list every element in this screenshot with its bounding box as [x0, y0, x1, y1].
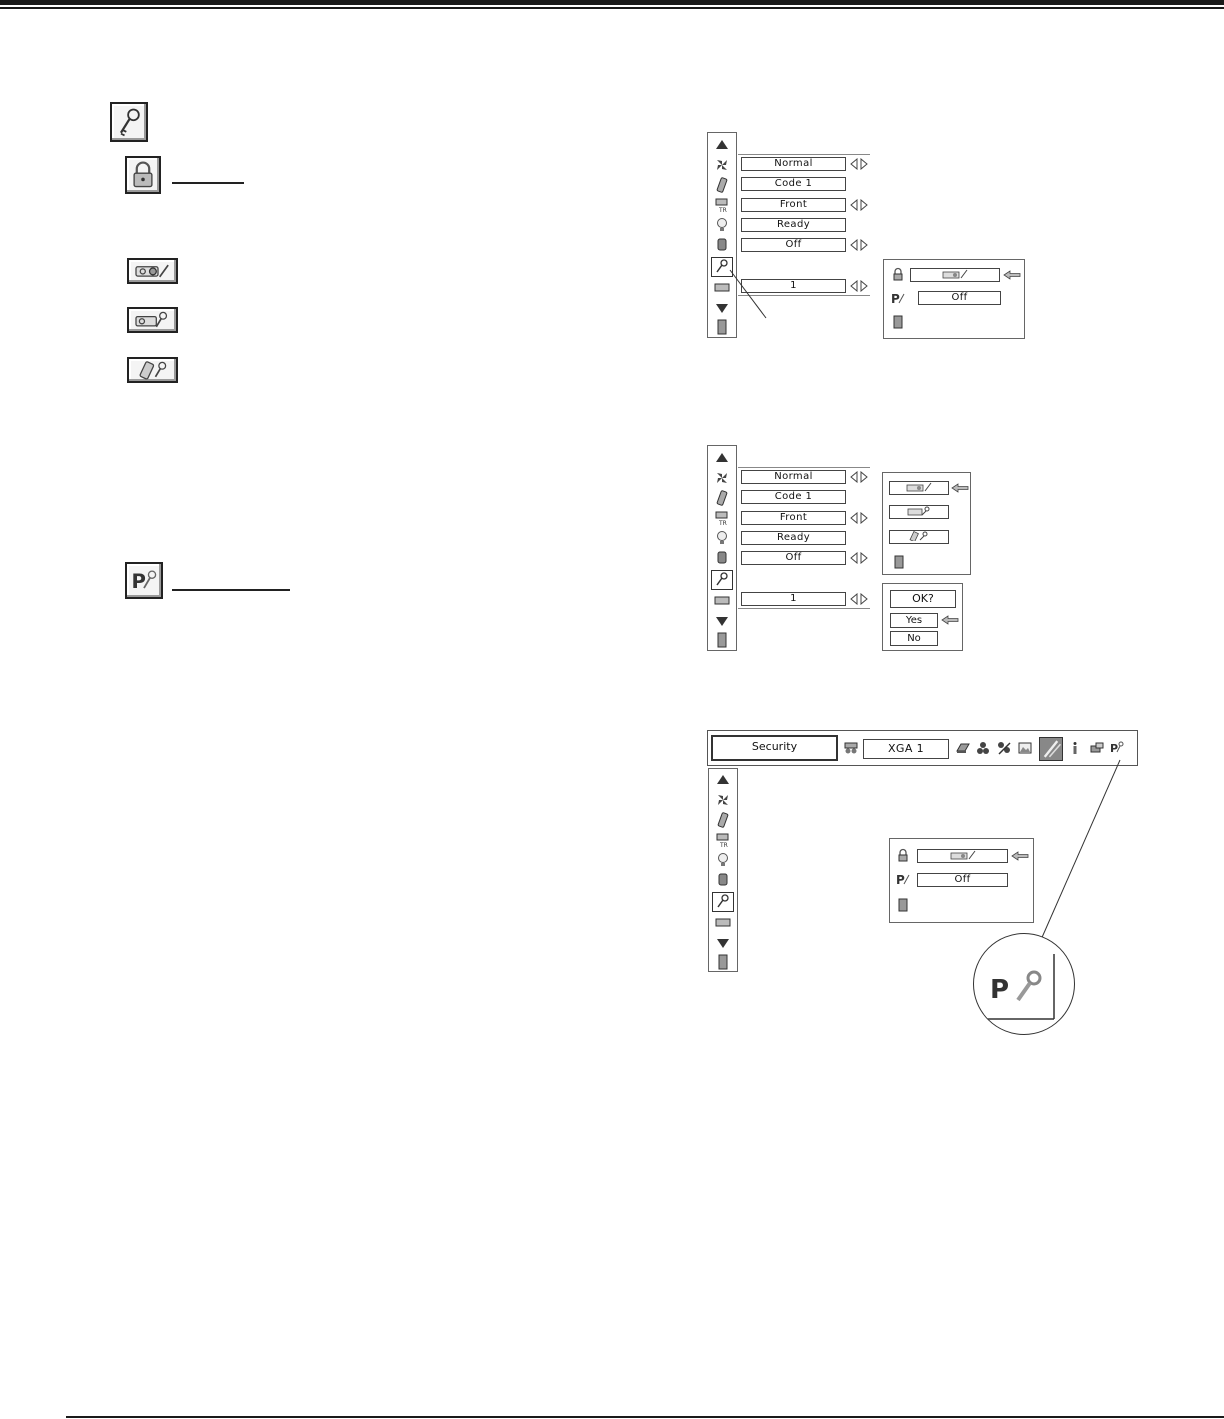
- menu3-icon-column: [708, 768, 738, 972]
- screen-icon[interactable]: [1018, 741, 1034, 757]
- pin-code-lock-zoom: [973, 933, 1075, 1035]
- menu2-field-lamp[interactable]: Ready: [741, 531, 846, 545]
- ceiling-rear-icon[interactable]: [713, 510, 731, 526]
- menu1-adjust-arrows-5[interactable]: [849, 280, 869, 292]
- menu1-field-power[interactable]: Off: [741, 238, 846, 252]
- menu1-top-line: [738, 154, 870, 155]
- network-icon[interactable]: [1090, 741, 1106, 757]
- scroll-up-icon[interactable]: [713, 450, 731, 466]
- confirm-no-button[interactable]: No: [890, 631, 938, 646]
- svg-text:P: P: [990, 975, 1010, 1005]
- menu1-lock-field[interactable]: [910, 268, 1000, 282]
- confirm-yes-button[interactable]: Yes: [890, 613, 938, 628]
- menu1-field-fan[interactable]: Normal: [741, 157, 846, 171]
- pin-code-lock-icon[interactable]: [1110, 740, 1128, 758]
- menu2-adjust-arrows-5[interactable]: [849, 593, 869, 605]
- filter-icon[interactable]: [713, 593, 731, 609]
- fan-icon[interactable]: [714, 792, 732, 808]
- lamp-icon[interactable]: [713, 530, 731, 546]
- information-icon[interactable]: [1068, 741, 1084, 757]
- pin-code-lock-heading-underline: [172, 589, 290, 591]
- menu2-lock-options: [882, 472, 971, 575]
- projector-key-icon: [127, 307, 178, 333]
- lock-heading-underline: [172, 182, 244, 184]
- lock-icon[interactable]: [896, 848, 910, 862]
- exit-door-icon[interactable]: [713, 632, 731, 648]
- menu3-title: Security: [711, 735, 838, 761]
- remote-icon[interactable]: [714, 812, 732, 828]
- menu2-field-power[interactable]: Off: [741, 551, 846, 565]
- remote-key-icon: [127, 357, 178, 383]
- menu2-field-filter[interactable]: 1: [741, 592, 846, 606]
- menu2-field-ceiling[interactable]: Front: [741, 511, 846, 525]
- menu1-field-filter[interactable]: 1: [741, 279, 846, 293]
- svg-text:TR: TR: [719, 207, 727, 213]
- svg-text:TR: TR: [719, 520, 727, 526]
- projector-lock-icon: [127, 258, 178, 284]
- top-rule-thick: [0, 0, 1224, 5]
- input-source-icon[interactable]: [844, 741, 860, 757]
- lamp-icon[interactable]: [713, 217, 731, 233]
- selection-arrow-icon: [941, 615, 959, 625]
- svg-text:P: P: [896, 873, 905, 886]
- menu2-adjust-arrows-2[interactable]: [849, 512, 869, 524]
- power-management-icon[interactable]: [713, 550, 731, 566]
- top-rule-thin: [0, 7, 1224, 9]
- image-adjust-icon[interactable]: [997, 741, 1013, 757]
- menu2-field-fan[interactable]: Normal: [741, 470, 846, 484]
- menu1-callout-line: [720, 262, 780, 322]
- ceiling-rear-icon[interactable]: [713, 197, 731, 213]
- menu1-field-remote[interactable]: Code 1: [741, 177, 846, 191]
- zoom-callout-line: [1030, 758, 1130, 948]
- menu1-field-lamp[interactable]: Ready: [741, 218, 846, 232]
- menu2-confirm-dialog: [882, 583, 963, 651]
- menu1-field-ceiling[interactable]: Front: [741, 198, 846, 212]
- svg-text:P: P: [891, 292, 900, 305]
- remote-icon[interactable]: [713, 177, 731, 193]
- exit-door-icon[interactable]: [714, 954, 732, 970]
- menu3-pin-field[interactable]: Off: [917, 873, 1008, 887]
- svg-text:P: P: [1110, 742, 1119, 754]
- exit-door-icon[interactable]: [892, 555, 906, 569]
- lock-option-projector[interactable]: [889, 481, 949, 495]
- scroll-up-icon[interactable]: [714, 772, 732, 788]
- selection-arrow-icon: [1011, 851, 1029, 861]
- lock-option-projector-key[interactable]: [889, 505, 949, 519]
- image-select-icon[interactable]: [976, 741, 992, 757]
- menu2-adjust-arrows-0[interactable]: [849, 471, 869, 483]
- scroll-up-icon[interactable]: [713, 137, 731, 153]
- menu1-adjust-arrows-4[interactable]: [849, 239, 869, 251]
- pin-code-lock-icon[interactable]: [896, 872, 910, 886]
- lock-option-remote[interactable]: [889, 530, 949, 544]
- menu2-bottom-line: [738, 608, 870, 609]
- setting-key-icon: [110, 102, 148, 142]
- security-key-icon[interactable]: [712, 892, 734, 912]
- lamp-icon[interactable]: [714, 852, 732, 868]
- scroll-down-icon[interactable]: [713, 613, 731, 629]
- pin-code-lock-icon[interactable]: [891, 291, 905, 305]
- selection-arrow-icon: [1003, 270, 1021, 280]
- menu2-top-line: [738, 467, 870, 468]
- pc-adjust-icon[interactable]: [956, 741, 972, 757]
- menu3-lock-field[interactable]: [917, 849, 1008, 863]
- pin-code-lock-icon: [125, 562, 163, 599]
- remote-icon[interactable]: [713, 490, 731, 506]
- ceiling-rear-icon[interactable]: [714, 832, 732, 848]
- menu2-field-remote[interactable]: Code 1: [741, 490, 846, 504]
- fan-icon[interactable]: [713, 157, 731, 173]
- menu3-security-submenu: [889, 838, 1034, 923]
- menu3-source-field[interactable]: XGA 1: [863, 739, 949, 759]
- svg-text:P: P: [131, 570, 146, 594]
- svg-text:TR: TR: [720, 842, 728, 848]
- exit-door-icon[interactable]: [896, 898, 910, 912]
- security-key-icon[interactable]: [711, 570, 733, 590]
- power-management-icon[interactable]: [713, 237, 731, 253]
- selection-arrow-icon: [951, 483, 969, 493]
- menu1-adjust-arrows-0[interactable]: [849, 158, 869, 170]
- lock-icon: [125, 156, 161, 194]
- lock-icon[interactable]: [891, 267, 905, 281]
- exit-door-icon[interactable]: [891, 315, 905, 329]
- menu1-security-submenu: [883, 259, 1025, 339]
- scroll-down-icon[interactable]: [714, 935, 732, 951]
- fan-icon[interactable]: [713, 470, 731, 486]
- menu1-pin-field[interactable]: Off: [918, 291, 1001, 305]
- bottom-rule: [66, 1416, 1224, 1418]
- filter-icon[interactable]: [714, 915, 732, 931]
- confirm-title: OK?: [890, 590, 956, 608]
- pin-code-lock-zoom-icon: [974, 934, 1074, 1034]
- power-management-icon[interactable]: [714, 872, 732, 888]
- menu2-adjust-arrows-4[interactable]: [849, 552, 869, 564]
- menu2-icon-column: [707, 445, 737, 651]
- menu1-adjust-arrows-2[interactable]: [849, 199, 869, 211]
